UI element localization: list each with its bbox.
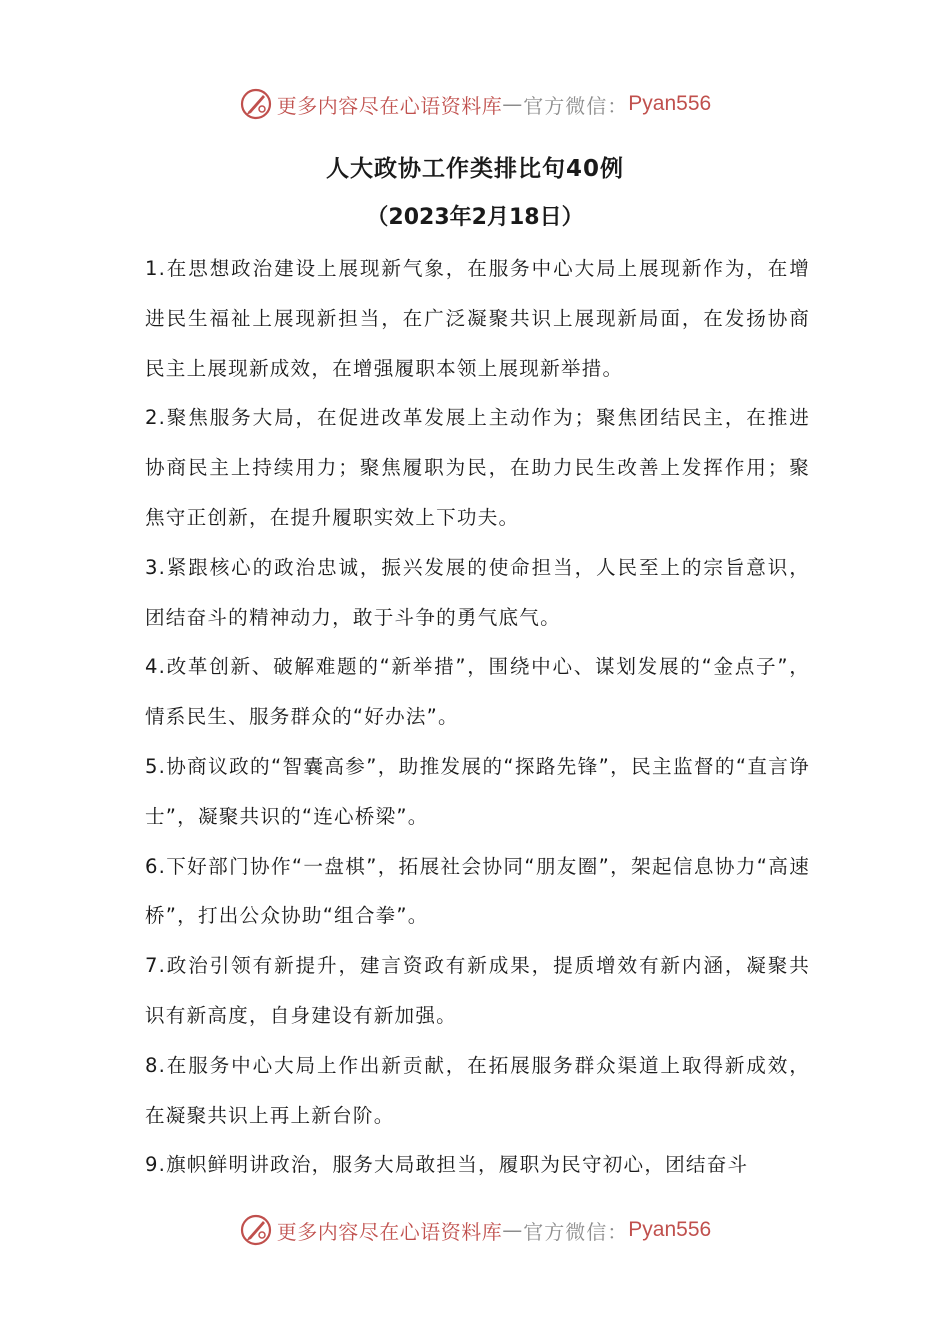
- list-item: 5.协商议政的“智囊高参”，助推发展的“探路先锋”，民主监督的“直言诤士”，凝聚共识的“连心桥梁”。: [145, 754, 810, 828]
- list-item: 4.改革创新、破解难题的“新举措”，围绕中心、谋划发展的“金点子”，情系民生、服务群众的“好办法”。: [145, 655, 810, 729]
- quill-logo-icon: [239, 87, 273, 121]
- header-banner: [0, 84, 950, 124]
- document-body: [145, 244, 810, 1190]
- list-item: 3.紧跟核心的政治忠诚，振兴发展的使命担当，人民至上的宗旨意识，团结奋斗的精神动力，敢于斗争的勇气底气。: [145, 555, 810, 629]
- list-item: 8.在服务中心大局上作出新贡献，在拓展服务群众渠道上取得新成效，在凝聚共识上再上新台阶。: [145, 1053, 810, 1127]
- quill-logo-icon: [239, 1213, 273, 1247]
- document-date: （2023年2月18日）: [366, 205, 584, 230]
- list-item: 1.在思想政治建设上展现新气象，在服务中心大局上展现新作为，在增进民生福祉上展现新担当，在广泛凝聚共识上展现新局面，在发扬协商民主上展现新成效，在增强履职本领上展现新举措。: [145, 257, 810, 380]
- banner-wechat-id: Pyan556: [628, 1218, 712, 1241]
- list-item: 6.下好部门协作“一盘棋”，拓展社会协同“朋友圈”，架起信息协力“高速桥”，打出公众协助“组合拳”。: [145, 854, 810, 928]
- banner-dash: —: [502, 1218, 524, 1242]
- banner-label: 官方微信：: [523, 1219, 629, 1244]
- list-item: 9.旗帜鲜明讲政治，服务大局敢担当，履职为民守初心，团结奋斗: [145, 1153, 749, 1177]
- document-title: 人大政协工作类排比句40例: [325, 156, 624, 182]
- banner-dash: —: [502, 92, 524, 116]
- list-item: 2.聚焦服务大局，在促进改革发展上主动作为；聚焦团结民主，在推进协商民主上持续用力；聚焦履职为民，在助力民生改善上发挥作用；聚焦守正创新，在提升履职实效上下功夫。: [145, 406, 810, 529]
- banner-label: 官方微信：: [523, 93, 629, 118]
- banner-brand: 更多内容尽在心语资料库: [276, 1219, 503, 1244]
- banner-wechat-id: Pyan556: [628, 92, 712, 115]
- list-item: 7.政治引领有新提升，建言资政有新成果，提质增效有新内涵，凝聚共识有新高度，自身建设有新加强。: [145, 954, 810, 1027]
- footer-banner: [0, 1210, 950, 1250]
- banner-brand: 更多内容尽在心语资料库: [276, 93, 503, 118]
